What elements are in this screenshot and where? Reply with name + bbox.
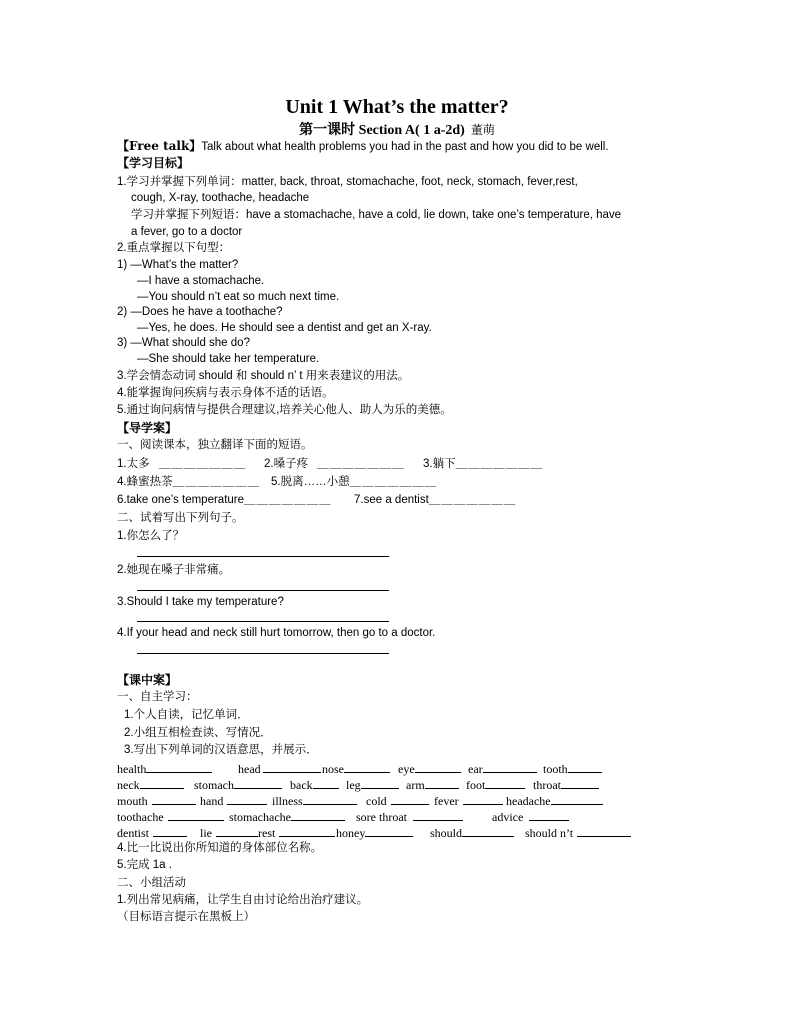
word-fever: fever bbox=[434, 793, 503, 809]
dialogue-3-a: —She should take her temperature. bbox=[137, 353, 320, 365]
sentence-3: 3.Should I take my temperature? bbox=[117, 596, 284, 608]
sentence-4-answer-line[interactable] bbox=[137, 653, 389, 654]
phrase-item-6 bbox=[117, 493, 332, 508]
phrase-1-blank[interactable]: ＿＿＿＿＿＿＿ bbox=[158, 458, 247, 470]
word-blank[interactable] bbox=[344, 761, 390, 773]
word-ear: ear bbox=[468, 761, 537, 777]
class-task-2: 2.小组互相检查读、写情况． bbox=[124, 727, 272, 739]
word-illness: illness bbox=[272, 793, 357, 809]
class-task-1: 1.个人自读，记忆单词． bbox=[124, 709, 249, 721]
goal-1-words-cont: cough, X-ray, toothache, headache bbox=[131, 192, 310, 204]
free-talk-text: Talk about what health problems you had in the past and how you did to be well. bbox=[201, 141, 609, 153]
phrase-item-1 bbox=[117, 457, 246, 472]
phrase-2-label: 2.嗓子疼 bbox=[264, 458, 309, 470]
word-blank[interactable] bbox=[485, 777, 525, 789]
goal-3: 3.学会情态动词 should 和 should n’ t 用来表建议的用法。 bbox=[117, 370, 410, 382]
phrase-7-label: 7.see a dentist bbox=[354, 494, 429, 506]
free-talk-tag: 【Free talk】 bbox=[117, 139, 202, 153]
dialogue-1-b: —You should n’t eat so much next time. bbox=[137, 291, 340, 303]
word-stomachache: stomachache bbox=[229, 809, 345, 825]
word-eye: eye bbox=[398, 761, 461, 777]
word-blank[interactable] bbox=[463, 793, 503, 805]
phrase-item-5 bbox=[271, 475, 437, 490]
sentence-2-answer-line[interactable] bbox=[137, 590, 389, 591]
word-blank[interactable] bbox=[303, 793, 357, 805]
word-blank[interactable] bbox=[227, 793, 267, 805]
word-blank[interactable] bbox=[361, 777, 399, 789]
word-health: health bbox=[117, 761, 212, 777]
word-tooth: tooth bbox=[543, 761, 602, 777]
class-task-3: 3.写出下列单词的汉语意思，并展示． bbox=[124, 744, 318, 756]
goal-2: 2.重点掌握以下句型： bbox=[117, 242, 231, 254]
word-back: back bbox=[290, 777, 339, 793]
word-blank[interactable] bbox=[483, 761, 537, 773]
word-mouth: mouth bbox=[117, 793, 196, 809]
phrase-6-blank[interactable]: ＿＿＿＿＿＿＿ bbox=[244, 494, 332, 506]
word-shouldnt: should n’t bbox=[525, 825, 631, 841]
dialogue-2-q: 2) —Does he have a toothache? bbox=[117, 306, 283, 318]
goal-1-words: 1.学习并掌握下列单词：matter, back, throat, stomachache, foot, neck, stomach, fever,rest, bbox=[117, 176, 578, 188]
word-toothache: toothache bbox=[117, 809, 224, 825]
word-cold: cold bbox=[366, 793, 429, 809]
word-honey: honey bbox=[336, 825, 413, 841]
sentence-1: 1.你怎么了？ bbox=[117, 530, 185, 542]
sentence-3-answer-line[interactable] bbox=[137, 621, 389, 622]
word-nose: nose bbox=[322, 761, 390, 777]
word-headache: headache bbox=[506, 793, 603, 809]
page-subtitle bbox=[0, 119, 794, 139]
word-throat: throat bbox=[533, 777, 599, 793]
word-blank[interactable] bbox=[425, 777, 459, 789]
phrase-1-label: 1.太多 bbox=[117, 458, 150, 470]
sentence-4: 4.If your head and neck still hurt tomorrow, then go to a doctor. bbox=[117, 627, 436, 639]
word-lie: lie bbox=[200, 825, 258, 841]
goal-1-phrases: 学习并掌握下列短语：have a stomachache, have a cold, lie down, take one’s temperature, have bbox=[131, 209, 622, 221]
class-part-1: 一、自主学习： bbox=[117, 691, 198, 703]
word-leg: leg bbox=[346, 777, 399, 793]
word-blank[interactable] bbox=[568, 761, 602, 773]
word-blank[interactable] bbox=[577, 825, 631, 837]
word-blank[interactable] bbox=[234, 777, 282, 789]
guide-part-1: 一、阅读课本，独立翻译下面的短语。 bbox=[117, 439, 313, 451]
word-blank[interactable] bbox=[146, 761, 212, 773]
word-blank[interactable] bbox=[279, 825, 335, 837]
phrase-item-2 bbox=[264, 457, 405, 472]
word-blank[interactable] bbox=[529, 809, 569, 821]
guide-heading: 【导学案】 bbox=[117, 421, 178, 435]
dialogue-1-a: —I have a stomachache. bbox=[137, 275, 265, 287]
group-activity-1: 1.列出常见病痛，让学生自由讨论给出治疗建议。 bbox=[117, 894, 369, 906]
phrase-item-4 bbox=[117, 475, 260, 490]
sentence-2: 2.她现在嗓子非常痛。 bbox=[117, 564, 231, 576]
phrase-6-label: 6.take one’s temperature bbox=[117, 494, 245, 506]
guide-part-2: 二、试着写出下列句子。 bbox=[117, 512, 244, 524]
goal-4: 4.能掌握询问疾病与表示身体不适的话语。 bbox=[117, 387, 334, 399]
word-blank[interactable] bbox=[291, 809, 345, 821]
word-arm: arm bbox=[406, 777, 459, 793]
word-blank[interactable] bbox=[152, 793, 196, 805]
word-blank[interactable] bbox=[413, 809, 463, 821]
word-should: should bbox=[430, 825, 514, 841]
word-blank[interactable] bbox=[168, 809, 224, 821]
phrase-5-label: 5.脱离……小憩 bbox=[271, 476, 350, 488]
dialogue-3-q: 3) —What should she do? bbox=[117, 337, 250, 349]
phrase-3-label: 3.躺下 bbox=[423, 458, 456, 470]
word-neck: neck bbox=[117, 777, 184, 793]
phrase-2-blank[interactable]: ＿＿＿＿＿＿＿ bbox=[317, 458, 405, 470]
phrase-item-7 bbox=[354, 493, 516, 508]
phrase-5-blank[interactable]: ＿＿＿＿＿＿＿ bbox=[349, 476, 438, 488]
word-blank[interactable] bbox=[415, 761, 461, 773]
word-blank[interactable] bbox=[561, 777, 599, 789]
word-advice: advice bbox=[492, 809, 569, 825]
word-dentist: dentist bbox=[117, 825, 187, 841]
word-blank[interactable] bbox=[391, 793, 429, 805]
word-blank[interactable] bbox=[462, 825, 514, 837]
goal-5: 5.通过询问病情与提供合理建议,培养关心他人、助人为乐的美德。 bbox=[117, 404, 452, 416]
phrase-7-blank[interactable]: ＿＿＿＿＿＿＿ bbox=[428, 494, 517, 506]
group-activity-note: （目标语言提示在黑板上） bbox=[117, 911, 255, 923]
subtitle-text: 第一课时 Section A( 1 a-2d) bbox=[299, 123, 465, 138]
word-blank[interactable] bbox=[365, 825, 413, 837]
class-heading: 【课中案】 bbox=[117, 673, 178, 687]
sentence-1-answer-line[interactable] bbox=[137, 556, 389, 557]
page-title: Unit 1 What’s the matter? bbox=[285, 96, 509, 118]
goals-heading: 【学习目标】 bbox=[117, 156, 190, 170]
word-blank[interactable] bbox=[551, 793, 603, 805]
dialogue-1-q: 1) —What’s the matter? bbox=[117, 259, 239, 271]
word-blank[interactable] bbox=[313, 777, 339, 789]
word-blank[interactable] bbox=[140, 777, 184, 789]
word-blank[interactable] bbox=[263, 761, 321, 773]
word-sore-throat: sore throat bbox=[356, 809, 463, 825]
class-part-2: 二、小组活动 bbox=[117, 877, 186, 889]
word-rest: rest bbox=[258, 825, 335, 841]
word-blank[interactable] bbox=[153, 825, 187, 837]
phrase-4-label: 4.蜂蜜热茶 bbox=[117, 476, 173, 488]
phrase-item-3 bbox=[423, 457, 543, 472]
class-task-5: 5.完成 1a . bbox=[117, 859, 172, 871]
phrase-4-blank[interactable]: ＿＿＿＿＿＿＿ bbox=[172, 476, 261, 488]
free-talk bbox=[117, 139, 609, 155]
dialogue-2-a: —Yes, he does. He should see a dentist and get an X-ray. bbox=[137, 322, 432, 334]
goal-1-phrases-cont: a fever, go to a doctor bbox=[131, 226, 243, 238]
class-task-4: 4.比一比说出你所知道的身体部位名称。 bbox=[117, 842, 323, 854]
word-head: head bbox=[238, 761, 321, 777]
word-blank[interactable] bbox=[216, 825, 258, 837]
phrase-3-blank[interactable]: ＿＿＿＿＿＿＿ bbox=[455, 458, 544, 470]
word-stomach: stomach bbox=[194, 777, 282, 793]
word-hand: hand bbox=[200, 793, 267, 809]
author-name: 董萌 bbox=[470, 123, 495, 137]
word-foot: foot bbox=[466, 777, 525, 793]
